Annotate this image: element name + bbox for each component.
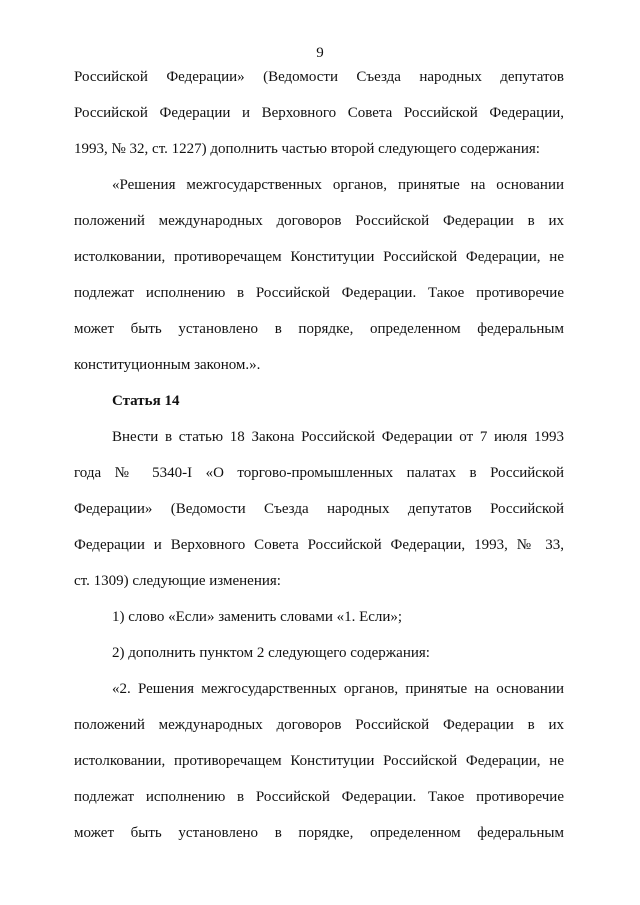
text-line: ст. 1309) следующие изменения:	[74, 573, 281, 589]
text-line: Федерации» (Ведомости Съезда народных депутатов Российской	[74, 501, 564, 517]
paragraph-continuation	[74, 64, 564, 172]
text-line: может быть установлено в порядке, определенном федеральным	[74, 825, 564, 841]
text-line: Федерации и Верховного Совета Российской Федерации, 1993, № 33,	[74, 537, 564, 553]
text-line: Российской Федерации и Верховного Совета Российской Федерации,	[74, 105, 564, 121]
text-line: 1993, № 32, ст. 1227) дополнить частью второй следующего содержания:	[74, 141, 540, 157]
text-line: Российской Федерации» (Ведомости Съезда народных депутатов	[74, 69, 564, 85]
text-line: может быть установлено в порядке, определенном федеральным	[74, 321, 564, 337]
page-number: 9	[316, 45, 324, 61]
article-heading: Статья 14	[112, 393, 180, 409]
text-line: подлежат исполнению в Российской Федерации. Такое противоречие	[74, 789, 564, 805]
text-line: года № 5340-I «О торгово-промышленных палатах в Российской	[74, 465, 564, 481]
text-line: положений международных договоров Российской Федерации в их	[74, 213, 564, 229]
document-body	[74, 64, 564, 856]
text-line: конституционным законом.».	[74, 357, 261, 373]
text-line: Внести в статью 18 Закона Российской Федерации от 7 июля 1993	[112, 429, 564, 445]
text-line: «Решения межгосударственных органов, принятые на основании	[112, 177, 564, 193]
text-line: истолковании, противоречащем Конституции Российской Федерации, не	[74, 249, 564, 265]
paragraph-quote-1	[74, 172, 564, 388]
paragraph-article-14	[74, 424, 564, 604]
text-line: «2. Решения межгосударственных органов, принятые на основании	[112, 681, 564, 697]
list-item: 2) дополнить пунктом 2 следующего содержания:	[112, 645, 430, 661]
list-item: 1) слово «Если» заменить словами «1. Если»;	[112, 609, 403, 625]
paragraph-quote-2	[74, 676, 564, 856]
text-line: подлежат исполнению в Российской Федерации. Такое противоречие	[74, 285, 564, 301]
text-line: истолковании, противоречащем Конституции Российской Федерации, не	[74, 753, 564, 769]
text-line: положений международных договоров Российской Федерации в их	[74, 717, 564, 733]
